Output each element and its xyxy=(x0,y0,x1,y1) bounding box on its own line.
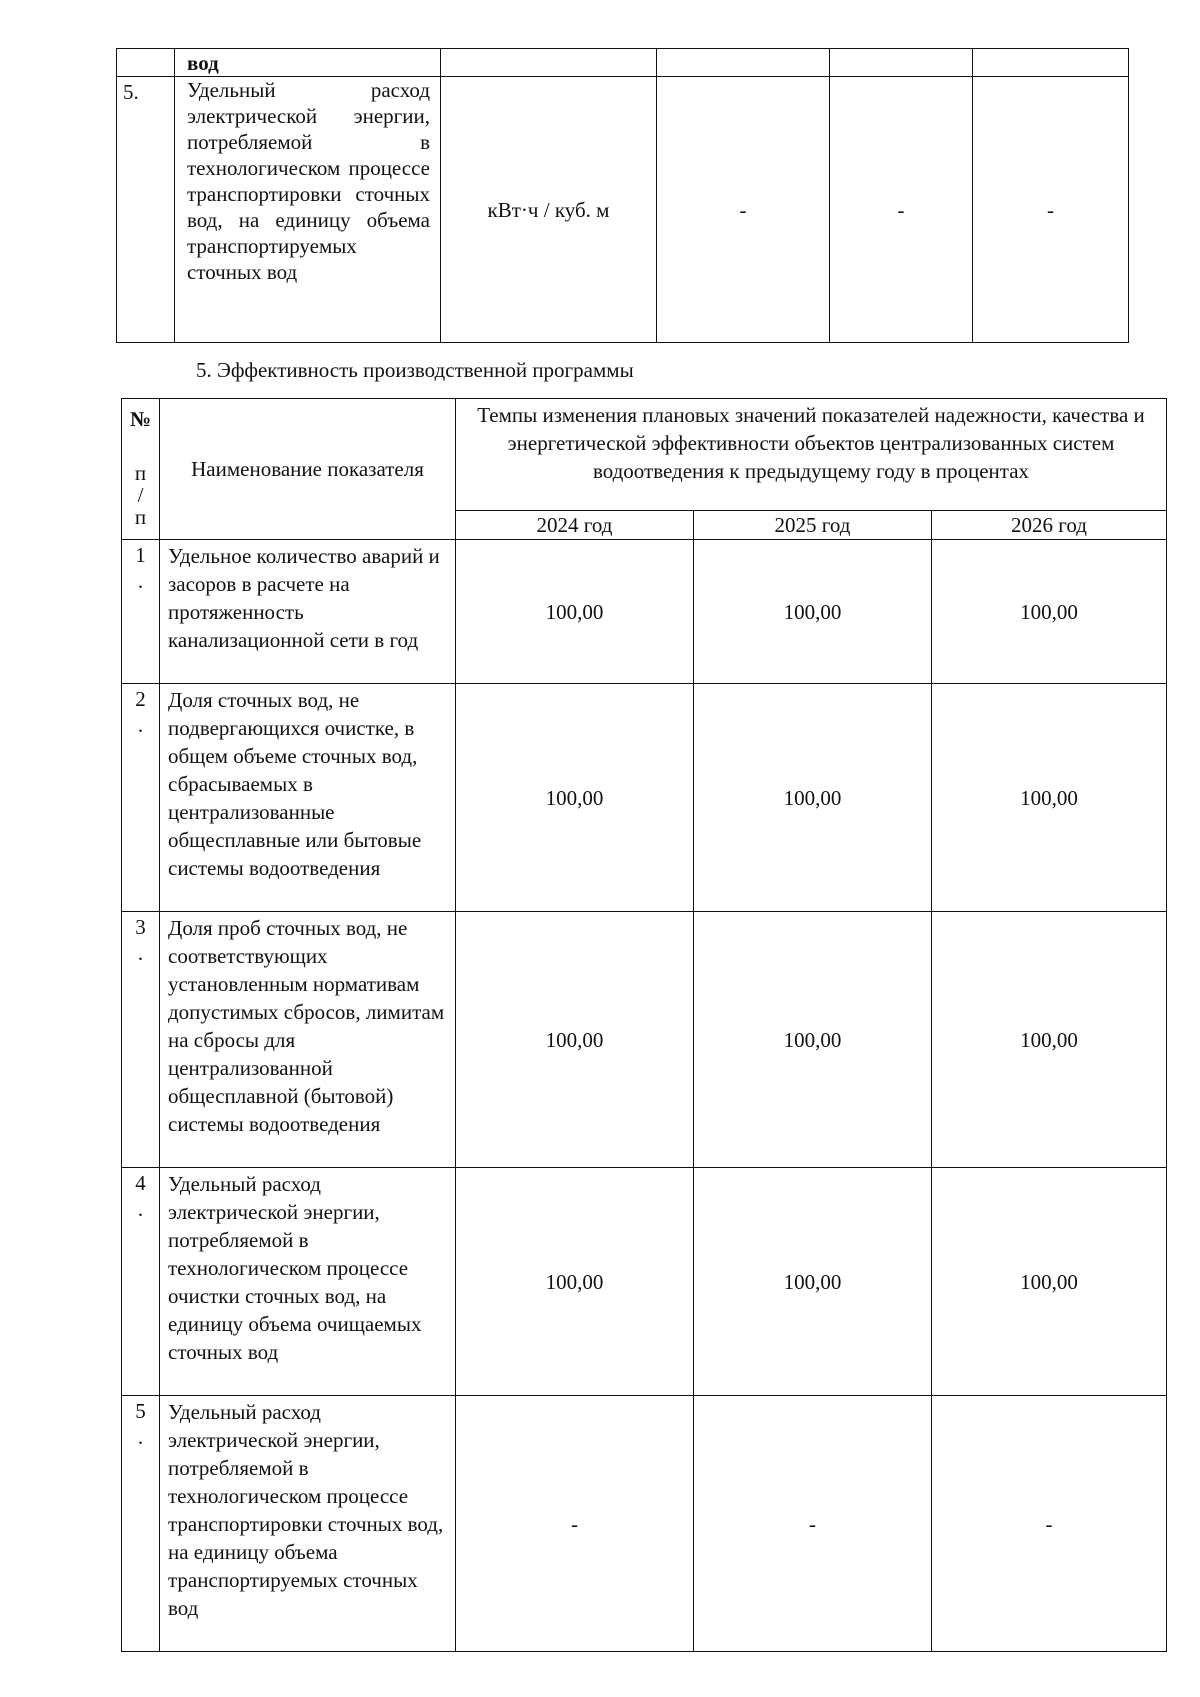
header-number-line: п xyxy=(134,505,147,529)
row-number: 3 xyxy=(135,915,146,939)
row-number-cell: 5. xyxy=(117,77,175,343)
value-2026-cell: 100,00 xyxy=(932,684,1167,912)
row-number-dot: . xyxy=(137,941,144,965)
value-cell: - xyxy=(657,77,830,343)
value-2024-cell: 100,00 xyxy=(456,912,694,1168)
indicator-name-cell: Доля проб сточных вод, не соответствующих установленным нормативам допустимых сбросов, лимитам на сбросы для централизованной общесплавной (бытовой) системы водоотведения xyxy=(160,912,456,1168)
section-heading: 5. Эффективность производственной программы xyxy=(196,358,634,382)
indicator-name-cell: Удельное количество аварий и засоров в расчете на протяженность канализационной сети в год xyxy=(160,540,456,684)
header-indicator-name: Наименование показателя xyxy=(160,399,456,540)
value-2026-cell: 100,00 xyxy=(932,1168,1167,1396)
table-row xyxy=(122,912,1167,1168)
value-2026-cell: 100,00 xyxy=(932,540,1167,684)
row-number: 2 xyxy=(135,687,146,711)
table-row xyxy=(117,49,1129,77)
value-2025-cell: 100,00 xyxy=(694,912,932,1168)
row-number: 4 xyxy=(135,1171,146,1195)
value-2024-cell: 100,00 xyxy=(456,684,694,912)
value-2024-cell: - xyxy=(456,1396,694,1652)
indicator-name-cell: Удельный расход электрической энергии, потребляемой в технологическом процессе очистки сточных вод, на единицу объема очищаемых сточных вод xyxy=(160,1168,456,1396)
efficiency-table xyxy=(121,398,1167,1652)
header-year-2026: 2026 год xyxy=(932,511,1167,540)
value-cell: - xyxy=(973,77,1129,343)
value-2025-cell: 100,00 xyxy=(694,540,932,684)
value-2025-cell: - xyxy=(694,1396,932,1652)
value-2025-cell: 100,00 xyxy=(694,684,932,912)
value-cell: - xyxy=(830,77,973,343)
table-row xyxy=(122,1396,1167,1652)
value-cell xyxy=(973,49,1129,77)
row-number-cell xyxy=(122,1168,160,1396)
value-cell xyxy=(657,49,830,77)
header-row xyxy=(122,399,1167,511)
indicator-name-cell: Удельный расход электрической энергии, потребляемой в технологическом процессе транспортировки сточных вод, на единицу объема транспортируемых сточных вод xyxy=(160,1396,456,1652)
table-row xyxy=(122,1168,1167,1396)
table-row xyxy=(117,77,1129,343)
header-number-line: / xyxy=(137,483,144,507)
row-number-dot: . xyxy=(137,713,144,737)
row-number-dot: . xyxy=(137,569,144,593)
indicator-name-cell: Доля сточных вод, не подвергающихся очистке, в общем объеме сточных вод, сбрасываемых в централизованные общесплавные или бытовые системы водоотведения xyxy=(160,684,456,912)
unit-cell xyxy=(441,49,657,77)
unit-cell: кВт·ч / куб. м xyxy=(441,77,657,343)
row-number-dot: . xyxy=(137,1197,144,1221)
row-number-cell xyxy=(117,49,175,77)
row-number-cell xyxy=(122,684,160,912)
table-row xyxy=(122,684,1167,912)
header-number-line: № xyxy=(129,407,152,431)
value-cell xyxy=(830,49,973,77)
indicator-name-cell: вод xyxy=(175,49,441,77)
header-number-line: п xyxy=(134,461,147,485)
row-number-cell xyxy=(122,1396,160,1652)
value-2026-cell: 100,00 xyxy=(932,912,1167,1168)
row-number-cell xyxy=(122,912,160,1168)
table-row xyxy=(122,540,1167,684)
value-2024-cell: 100,00 xyxy=(456,1168,694,1396)
header-year-2025: 2025 год xyxy=(694,511,932,540)
value-2025-cell: 100,00 xyxy=(694,1168,932,1396)
row-number: 5 xyxy=(135,1399,146,1423)
header-number-cell xyxy=(122,399,160,540)
indicator-name-cell: Удельный расход электрической энергии, потребляемой в технологическом процессе транспортировки сточных вод, на единицу объема транспортируемых сточных вод xyxy=(175,77,441,343)
value-2024-cell: 100,00 xyxy=(456,540,694,684)
row-number-dot: . xyxy=(137,1425,144,1449)
header-group-title: Темпы изменения плановых значений показателей надежности, качества и энергетической эффективности объектов централизованных систем водоотведения к предыдущему году в процентах xyxy=(456,399,1167,511)
header-year-2024: 2024 год xyxy=(456,511,694,540)
value-2026-cell: - xyxy=(932,1396,1167,1652)
row-number: 1 xyxy=(135,543,146,567)
row-number-cell xyxy=(122,540,160,684)
indicators-table-continuation xyxy=(116,48,1129,343)
